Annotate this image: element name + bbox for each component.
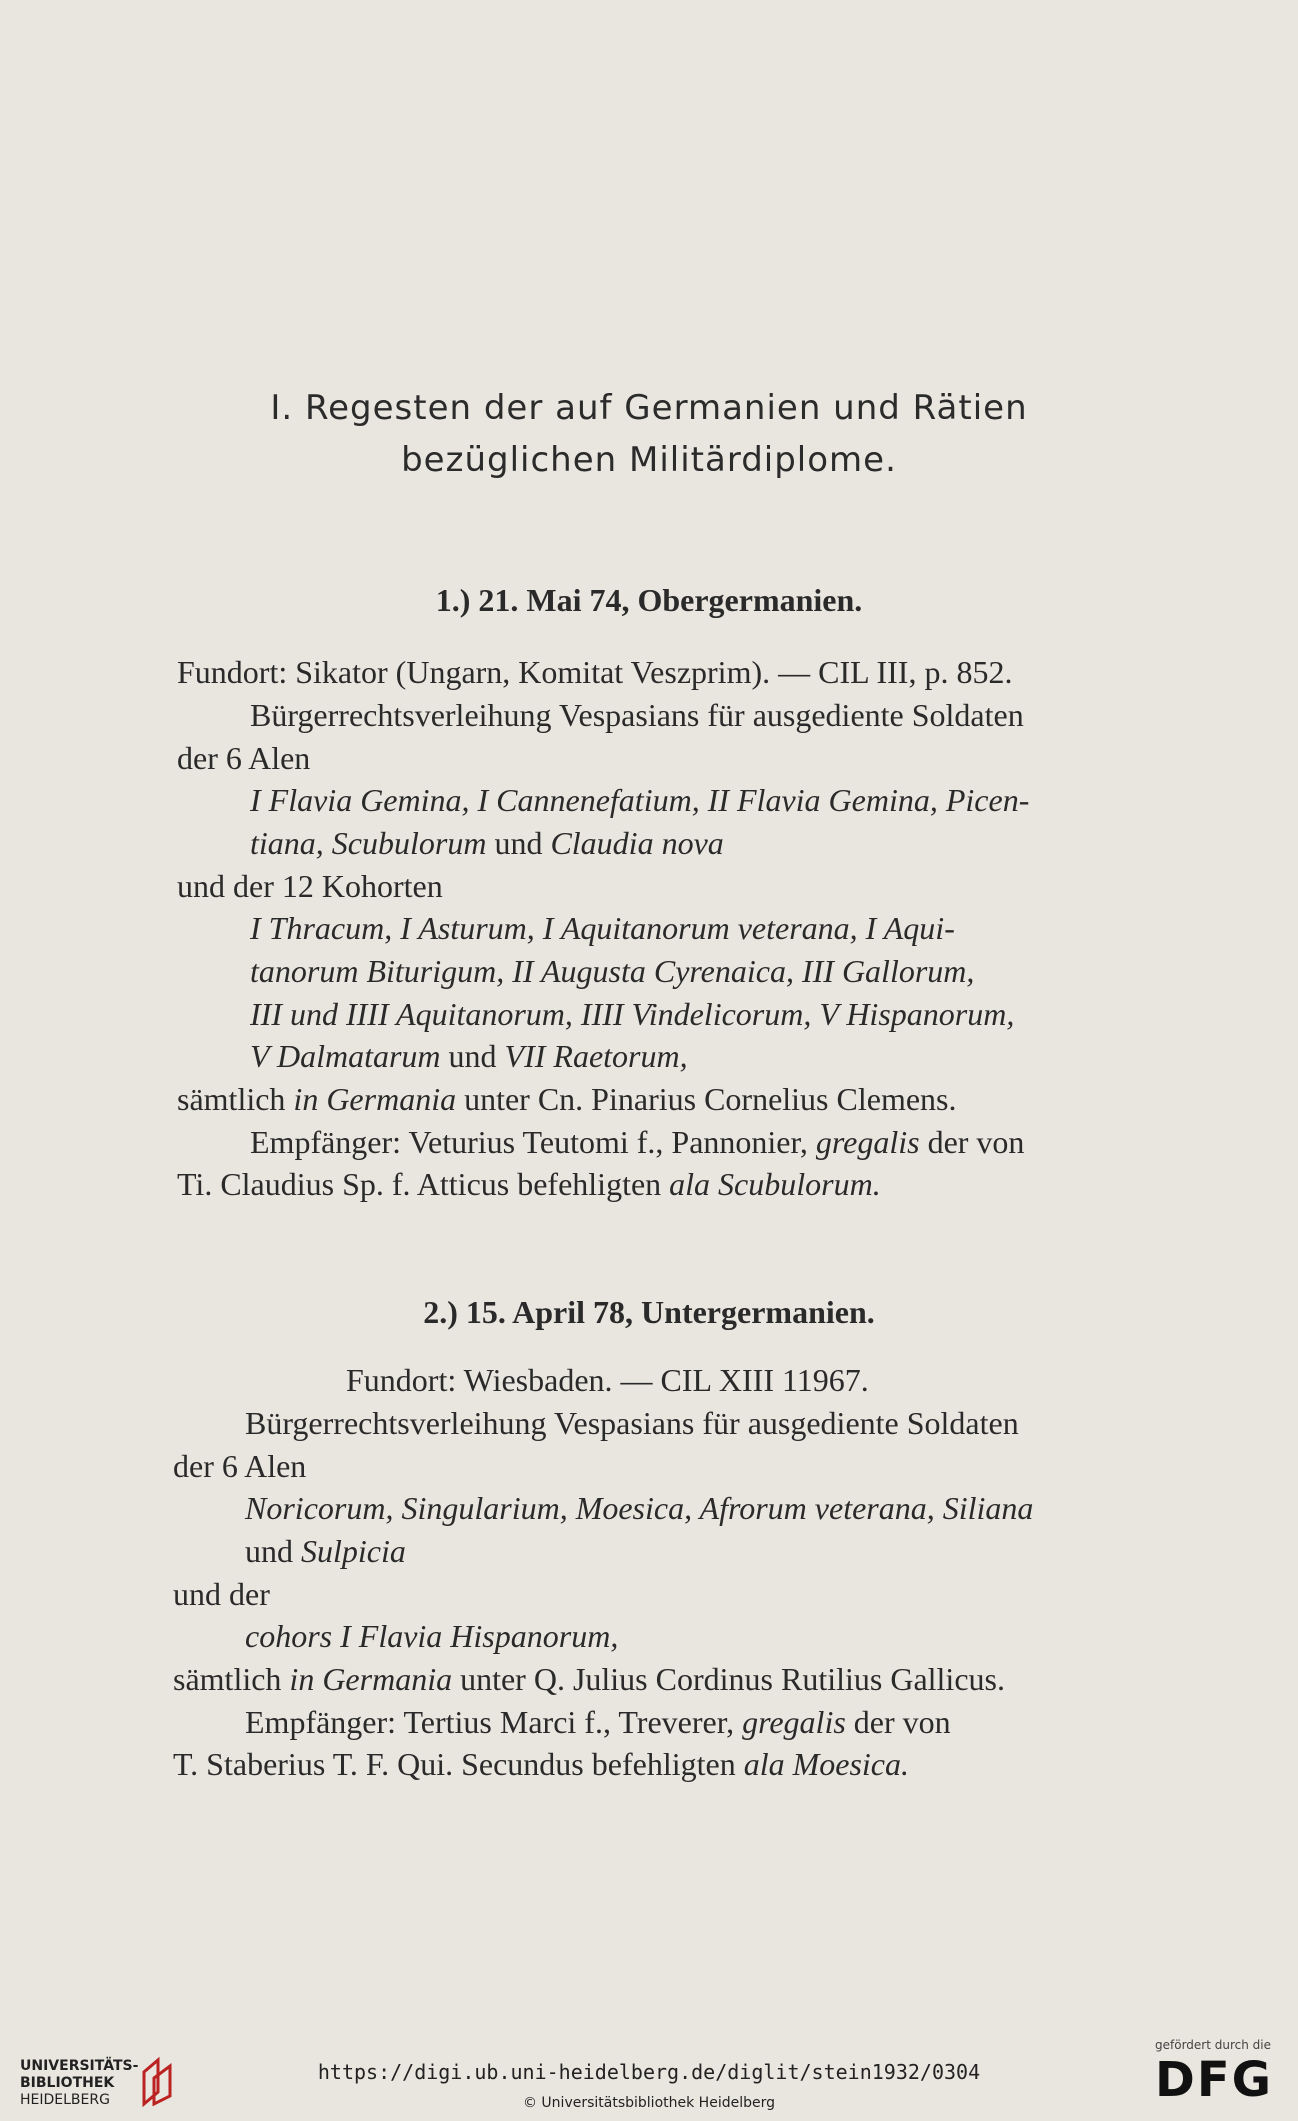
dfg-caption: gefördert durch die [1155, 2038, 1271, 2052]
s1-empfaenger-line2 [177, 1166, 881, 1203]
s2-empf-b: gregalis [742, 1704, 846, 1740]
s1-kohorten-line3: III und IIII Aquitanorum, IIII Vindelicorum, V Hispanorum, [250, 996, 1015, 1032]
s2-saemtlich-a: sämtlich [173, 1661, 290, 1697]
ub-logo-line1: UNIVERSITÄTS- [20, 2058, 139, 2074]
ub-logo-line3: HEIDELBERG [20, 2092, 110, 2108]
s1-fundort: Fundort: Sikator (Ungarn, Komitat Veszprim). — CIL III, p. 852. [177, 654, 1013, 690]
copyright: © Universitätsbibliothek Heidelberg [522, 2095, 775, 2111]
s1-alen-line2-b: und [486, 825, 551, 861]
ub-logo-line2: BIBLIOTHEK [20, 2075, 115, 2091]
chapter-heading-line2: bezüglichen Militärdiplome. [401, 440, 897, 480]
s1-kohorten-line4 [250, 1038, 688, 1075]
s2-alen-line2-a: und [245, 1533, 301, 1569]
s2-empf2-a: T. Staberius T. F. Qui. Secundus befehligten [173, 1746, 744, 1782]
s2-fundort: Fundort: Wiesbaden. — CIL XIII 11967. [346, 1362, 869, 1398]
s2-empf2-b: ala Moesica. [743, 1746, 909, 1782]
s1-alen-line2-c: Claudia nova [550, 825, 724, 861]
s2-alen-line1: Noricorum, Singularium, Moesica, Afrorum veterana, Siliana [245, 1490, 1034, 1526]
footer [0, 2020, 1298, 2121]
s1-kohorten-line1: I Thracum, I Asturum, I Aquitanorum veterana, I Aqui- [250, 910, 955, 946]
s2-body-line1: Bürgerrechtsverleihung Vespasians für ausgediente Soldaten [245, 1405, 1019, 1441]
s2-saemtlich-line [173, 1661, 1005, 1698]
s2-saemtlich-c: unter Q. Julius Cordinus Rutilius Gallicus. [452, 1661, 1005, 1697]
s1-body-line1: Bürgerrechtsverleihung Vespasians für ausgediente Soldaten [250, 697, 1024, 733]
s1-empf-a: Empfänger: Veturius Teutomi f., Pannonier, [250, 1124, 816, 1160]
s2-alen-line2 [245, 1533, 406, 1570]
section-1-title: 1.) 21. Mai 74, Obergermanien. [435, 582, 863, 618]
s1-kohorten-line4-a: V Dalmatarum [250, 1038, 441, 1074]
page-url-link[interactable]: https://digi.ub.uni-heidelberg.de/diglit/stein1932/0304 [317, 2060, 981, 2084]
s1-alen-line2-a: tiana, Scubulorum [250, 825, 487, 861]
s1-empf2-b: ala Scubulorum. [669, 1166, 881, 1202]
s1-alen-line2 [250, 825, 724, 862]
s2-saemtlich-b: in Germania [289, 1661, 453, 1697]
s2-alen-line2-b: Sulpicia [301, 1533, 406, 1569]
s2-empfaenger-line1 [245, 1704, 951, 1741]
s1-saemtlich-a: sämtlich [177, 1081, 294, 1117]
s1-alen-line1: I Flavia Gemina, I Cannenefatium, II Flavia Gemina, Picen- [250, 782, 1030, 818]
s1-saemtlich-line [177, 1081, 956, 1118]
s1-saemtlich-b: in Germania [293, 1081, 457, 1117]
s2-empf-a: Empfänger: Tertius Marci f., Treverer, [245, 1704, 743, 1740]
s1-empf-b: gregalis [815, 1124, 920, 1160]
s1-empf2-a: Ti. Claudius Sp. f. Atticus befehligten [177, 1166, 670, 1202]
s1-empf-c: der von [919, 1124, 1025, 1160]
s2-kohorte-intro: und der [173, 1576, 270, 1612]
s1-saemtlich-c: unter Cn. Pinarius Cornelius Clemens. [456, 1081, 957, 1117]
s1-empfaenger-line1 [250, 1124, 1024, 1161]
chapter-heading-line1: I. Regesten der auf Germanien und Rätien [270, 388, 1028, 428]
section-2-title: 2.) 15. April 78, Untergermanien. [423, 1294, 875, 1330]
s2-empf-c: der von [845, 1704, 951, 1740]
s2-kohorte-line1: cohors I Flavia Hispanorum, [245, 1618, 619, 1654]
dfg-logo: DFG [1155, 2052, 1274, 2108]
s2-body-line2: der 6 Alen [173, 1448, 307, 1484]
s1-kohorten-line4-c: VII Raetorum, [504, 1038, 688, 1074]
s1-kohorten-line2: tanorum Biturigum, II Augusta Cyrenaica, III Gallorum, [250, 953, 975, 989]
s1-kohorten-line4-b: und [440, 1038, 505, 1074]
s1-kohorten-intro: und der 12 Kohorten [177, 868, 443, 904]
s1-body-line2: der 6 Alen [177, 740, 311, 776]
s2-empfaenger-line2 [173, 1746, 909, 1783]
